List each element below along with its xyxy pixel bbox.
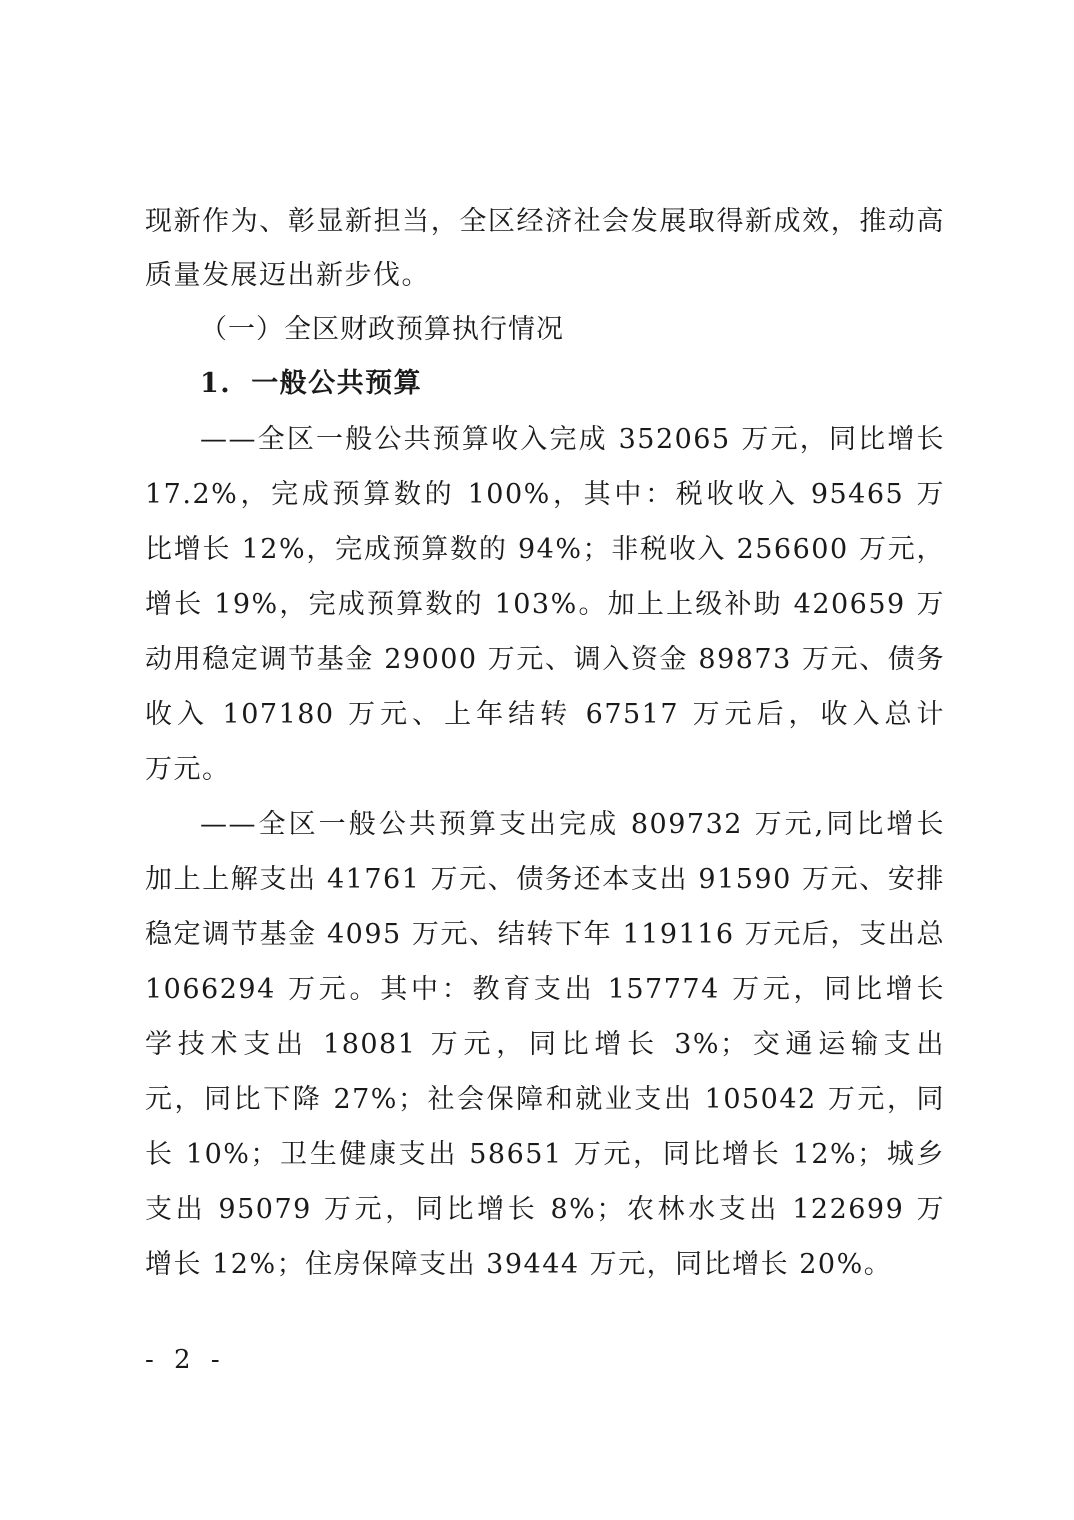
paragraph-line: ——全区一般公共预算支出完成 809732 万元,同比增长 (200, 809, 945, 840)
paragraph-line: 稳定调节基金 4095 万元、结转下年 119116 万元后，支出总 (145, 919, 945, 950)
paragraph-line: 增长 19%，完成预算数的 103%。加上上级补助 420659 万 (145, 589, 945, 620)
paragraph-line: 收入 107180 万元、上年结转 67517 万元后，收入总计 (145, 699, 945, 730)
paragraph-line: 比增长 12%，完成预算数的 94%；非税收入 256600 万元， (145, 534, 945, 565)
paragraph-line: 长 10%；卫生健康支出 58651 万元，同比增长 12%；城乡 (145, 1139, 945, 1170)
sub-heading-text: 一般公共预算 (251, 368, 423, 399)
paragraph-line: 元，同比下降 27%；社会保障和就业支出 105042 万元，同 (145, 1084, 945, 1115)
paragraph-line: 学技术支出 18081 万元，同比增长 3%；交通运输支出 (145, 1029, 945, 1060)
section-heading: （一）全区财政预算执行情况 (200, 314, 564, 345)
paragraph-line: 17.2%，完成预算数的 100%，其中：税收收入 95465 万 (145, 479, 945, 510)
paragraph-line: 支出 95079 万元，同比增长 8%；农林水支出 122699 万 (145, 1194, 945, 1225)
page-number: - 2 - (145, 1345, 226, 1375)
paragraph-line: ——全区一般公共预算收入完成 352065 万元，同比增长 (200, 424, 945, 455)
paragraph-line: 动用稳定调节基金 29000 万元、调入资金 89873 万元、债务 (145, 644, 945, 675)
sub-heading (200, 364, 800, 404)
paragraph-line: 1066294 万元。其中：教育支出 157774 万元，同比增长 (145, 974, 945, 1005)
paragraph-line: 质量发展迈出新步伐。 (145, 260, 430, 291)
paragraph-line: 加上上解支出 41761 万元、债务还本支出 91590 万元、安排 (145, 864, 945, 895)
paragraph-line: 增长 12%；住房保障支出 39444 万元，同比增长 20%。 (145, 1249, 893, 1280)
sub-heading-number: 1. (200, 368, 232, 399)
paragraph-line: 现新作为、彰显新担当，全区经济社会发展取得新成效，推动高 (145, 206, 945, 237)
paragraph-line: 万元。 (145, 754, 231, 785)
